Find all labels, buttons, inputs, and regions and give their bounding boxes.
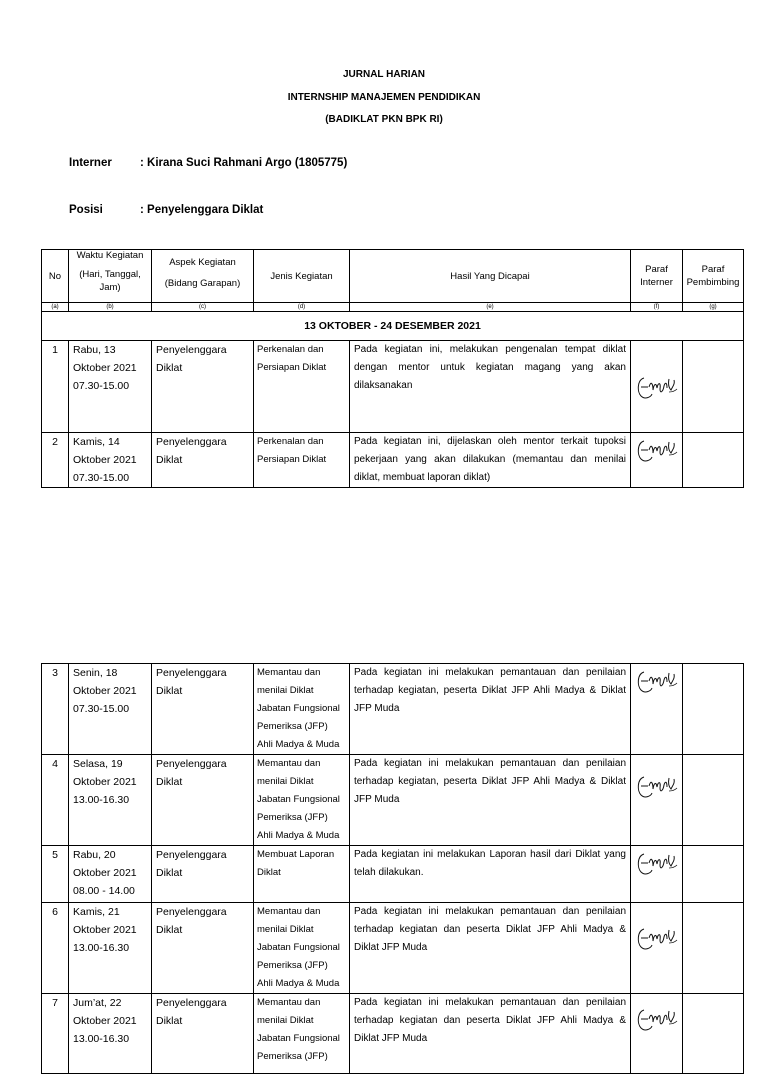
header-paraf-pembimbing xyxy=(683,250,744,303)
index-e: (e) xyxy=(350,303,631,312)
row-jenis-line: Perkenalan dan xyxy=(257,344,324,355)
header-paraf-pembimbing-line-2: Pembimbing xyxy=(686,277,740,288)
row-waktu-month: Oktober 2021 xyxy=(73,362,137,374)
row-waktu-month: Oktober 2021 xyxy=(73,924,137,936)
row-aspek-line: Penyelenggara xyxy=(156,667,227,679)
row-jenis-line: Ahli Madya & Muda xyxy=(257,830,340,841)
index-b: (b) xyxy=(69,303,152,312)
row-waktu xyxy=(69,994,152,1074)
row-jenis-line: Jabatan Fungsional xyxy=(257,942,340,953)
journal-table-page-1 xyxy=(41,249,744,488)
row-jenis-line: Memantau dan xyxy=(257,667,321,678)
row-paraf-interner xyxy=(631,664,683,755)
row-jenis-line: Persiapan Diklat xyxy=(257,362,327,373)
row-jenis xyxy=(254,341,350,433)
document-title: JURNAL HARIAN xyxy=(342,69,426,80)
row-jenis-line: Jabatan Fungsional xyxy=(257,1033,340,1044)
document-institution: (BADIKLAT PKN BPK RI) xyxy=(325,114,443,125)
header-paraf-interner-line-1: Paraf xyxy=(645,264,668,275)
row-paraf-interner xyxy=(631,846,683,903)
signature-image xyxy=(635,433,679,467)
row-aspek-line: Penyelenggara xyxy=(156,436,227,448)
row-waktu-month: Oktober 2021 xyxy=(73,1015,137,1027)
row-aspek xyxy=(152,903,254,994)
signature-image xyxy=(635,846,679,880)
row-jenis-line: Membuat Laporan xyxy=(257,849,335,860)
row-jenis-line: Jabatan Fungsional xyxy=(257,794,340,805)
row-hasil: Pada kegiatan ini melakukan pemantauan dan penilaian terhadap kegiatan dan peserta Diklat JFP Ahli Madya & Diklat JFP Muda xyxy=(350,903,631,994)
table-row xyxy=(42,341,744,433)
header-waktu-line-3: Jam) xyxy=(99,281,121,293)
row-no: 4 xyxy=(42,755,69,846)
row-waktu-month: Oktober 2021 xyxy=(73,685,137,697)
row-jenis-line: Memantau dan xyxy=(257,997,321,1008)
row-aspek xyxy=(152,994,254,1074)
index-a: (a) xyxy=(42,303,69,312)
period-row xyxy=(42,312,744,341)
row-waktu-month: Oktober 2021 xyxy=(73,454,137,466)
header-paraf-pembimbing-line-1: Paraf xyxy=(701,264,725,275)
header-aspek-line-1: Aspek Kegiatan xyxy=(169,257,236,268)
header-paraf-interner xyxy=(631,250,683,303)
posisi-label: Posisi xyxy=(69,204,103,216)
row-waktu xyxy=(69,755,152,846)
row-hasil: Pada kegiatan ini melakukan pemantauan dan penilaian terhadap kegiatan dan peserta Diklat JFP Ahli Madya & Diklat JFP Muda xyxy=(350,994,631,1074)
row-paraf-interner xyxy=(631,341,683,433)
table-row xyxy=(42,433,744,488)
row-aspek-line: Diklat xyxy=(156,454,183,466)
row-paraf-interner xyxy=(631,755,683,846)
row-no: 1 xyxy=(42,341,69,433)
table-row xyxy=(42,846,744,903)
table-row xyxy=(42,755,744,846)
row-jenis xyxy=(254,846,350,903)
row-waktu xyxy=(69,341,152,433)
row-aspek-line: Penyelenggara xyxy=(156,997,227,1009)
row-waktu-day: Rabu, 13 xyxy=(73,344,116,356)
row-jenis-line: menilai Diklat xyxy=(257,776,314,787)
row-waktu-day: Rabu, 20 xyxy=(73,849,116,861)
row-aspek xyxy=(152,341,254,433)
row-hasil: Pada kegiatan ini melakukan pemantauan dan penilaian terhadap kegiatan, peserta Diklat JFP Ahli Madya & Diklat JFP Muda xyxy=(350,664,631,755)
index-c: (c) xyxy=(152,303,254,312)
row-jenis-line: menilai Diklat xyxy=(257,1015,314,1026)
row-waktu xyxy=(69,664,152,755)
row-jenis xyxy=(254,755,350,846)
row-waktu-day: Senin, 18 xyxy=(73,667,118,679)
row-waktu-day: Kamis, 21 xyxy=(73,906,120,918)
row-aspek-line: Penyelenggara xyxy=(156,344,227,356)
row-jenis-line: Memantau dan xyxy=(257,906,321,917)
row-waktu-day: Selasa, 19 xyxy=(73,758,123,770)
header-paraf-interner-line-2: Interner xyxy=(640,277,673,288)
row-aspek-line: Diklat xyxy=(156,924,183,936)
header-hasil: Hasil Yang Dicapai xyxy=(350,250,631,303)
row-waktu-month: Oktober 2021 xyxy=(73,776,137,788)
signature-image xyxy=(635,921,679,955)
row-jenis-line: Pemeriksa (JFP) xyxy=(257,812,328,823)
row-paraf-pembimbing xyxy=(683,433,744,488)
row-jenis xyxy=(254,903,350,994)
row-waktu-time: 07.30-15.00 xyxy=(73,380,130,392)
row-no: 5 xyxy=(42,846,69,903)
row-aspek xyxy=(152,755,254,846)
row-jenis xyxy=(254,433,350,488)
header-jenis: Jenis Kegiatan xyxy=(254,250,350,303)
row-jenis-line: Ahli Madya & Muda xyxy=(257,739,340,750)
row-jenis-line: Memantau dan xyxy=(257,758,321,769)
row-waktu-time: 13.00-16.30 xyxy=(73,942,130,954)
row-aspek xyxy=(152,846,254,903)
row-hasil: Pada kegiatan ini melakukan pemantauan dan penilaian terhadap kegiatan, peserta Diklat JFP Ahli Madya & Diklat JFP Muda xyxy=(350,755,631,846)
table-row xyxy=(42,664,744,755)
header-aspek xyxy=(152,250,254,303)
table-row xyxy=(42,994,744,1074)
index-row xyxy=(42,303,744,312)
index-g: (g) xyxy=(683,303,744,312)
row-jenis-line: Persiapan Diklat xyxy=(257,454,327,465)
row-jenis-line: menilai Diklat xyxy=(257,924,314,935)
row-aspek-line: Diklat xyxy=(156,776,183,788)
row-hasil: Pada kegiatan ini, dijelaskan oleh mentor terkait tupoksi pekerjaan yang akan dilakukan (memantau dan menilai diklat, membuat laporan diklat) xyxy=(350,433,631,488)
row-paraf-interner xyxy=(631,994,683,1074)
row-waktu-time: 07.30-15.00 xyxy=(73,472,130,484)
posisi-value: : Penyelenggara Diklat xyxy=(140,204,264,216)
row-waktu-time: 07.30-15.00 xyxy=(73,703,130,715)
row-waktu-time: 13.00-16.30 xyxy=(73,1033,130,1045)
row-jenis-line: Diklat xyxy=(257,867,281,878)
row-aspek-line: Diklat xyxy=(156,685,183,697)
interner-value: : Kirana Suci Rahmani Argo (1805775) xyxy=(140,157,348,169)
row-jenis-line: Ahli Madya & Muda xyxy=(257,978,340,989)
signature-image xyxy=(635,370,679,404)
signature-image xyxy=(635,1002,679,1036)
row-no: 7 xyxy=(42,994,69,1074)
row-aspek xyxy=(152,664,254,755)
row-jenis-line: Pemeriksa (JFP) xyxy=(257,960,328,971)
row-paraf-pembimbing xyxy=(683,664,744,755)
header-waktu-line-1: Waktu Kegiatan xyxy=(76,249,144,261)
row-aspek-line: Penyelenggara xyxy=(156,849,227,861)
row-paraf-pembimbing xyxy=(683,994,744,1074)
row-hasil: Pada kegiatan ini melakukan Laporan hasil dari Diklat yang telah dilakukan. xyxy=(350,846,631,903)
row-jenis-line: Pemeriksa (JFP) xyxy=(257,1051,328,1062)
document-subtitle: INTERNSHIP MANAJEMEN PENDIDIKAN xyxy=(287,92,481,103)
row-jenis-line: Jabatan Fungsional xyxy=(257,703,340,714)
row-paraf-interner xyxy=(631,433,683,488)
journal-table-page-2 xyxy=(41,663,744,1074)
row-waktu-day: Kamis, 14 xyxy=(73,436,120,448)
row-no: 2 xyxy=(42,433,69,488)
row-aspek-line: Penyelenggara xyxy=(156,906,227,918)
row-aspek-line: Penyelenggara xyxy=(156,758,227,770)
index-d: (d) xyxy=(254,303,350,312)
index-f: (f) xyxy=(631,303,683,312)
row-waktu-month: Oktober 2021 xyxy=(73,867,137,879)
row-paraf-pembimbing xyxy=(683,755,744,846)
row-jenis xyxy=(254,994,350,1074)
row-jenis-line: Perkenalan dan xyxy=(257,436,324,447)
row-hasil: Pada kegiatan ini, melakukan pengenalan tempat diklat dengan mentor untuk kegiatan magang yang akan dilaksanakan xyxy=(350,341,631,433)
row-waktu xyxy=(69,433,152,488)
row-paraf-interner xyxy=(631,903,683,994)
row-waktu-day: Jum’at, 22 xyxy=(73,997,122,1009)
row-waktu xyxy=(69,846,152,903)
row-paraf-pembimbing xyxy=(683,341,744,433)
row-waktu xyxy=(69,903,152,994)
row-jenis xyxy=(254,664,350,755)
header-waktu-line-2: (Hari, Tanggal, xyxy=(79,268,141,280)
header-waktu xyxy=(69,250,152,303)
header-no: No xyxy=(42,250,69,303)
row-jenis-line: menilai Diklat xyxy=(257,685,314,696)
signature-image xyxy=(635,664,679,698)
signature-image xyxy=(635,769,679,803)
row-paraf-pembimbing xyxy=(683,903,744,994)
row-paraf-pembimbing xyxy=(683,846,744,903)
header-aspek-line-2: (Bidang Garapan) xyxy=(164,278,241,289)
row-aspek-line: Diklat xyxy=(156,1015,183,1027)
table-row xyxy=(42,903,744,994)
row-waktu-time: 08.00 - 14.00 xyxy=(73,885,135,897)
row-jenis-line: Pemeriksa (JFP) xyxy=(257,721,328,732)
header-row xyxy=(42,250,744,303)
row-aspek xyxy=(152,433,254,488)
row-no: 6 xyxy=(42,903,69,994)
row-no: 3 xyxy=(42,664,69,755)
row-aspek-line: Diklat xyxy=(156,362,183,374)
row-waktu-time: 13.00-16.30 xyxy=(73,794,130,806)
row-aspek-line: Diklat xyxy=(156,867,183,879)
period-label: 13 OKTOBER - 24 DESEMBER 2021 xyxy=(42,312,744,341)
interner-label: Interner xyxy=(69,157,112,169)
